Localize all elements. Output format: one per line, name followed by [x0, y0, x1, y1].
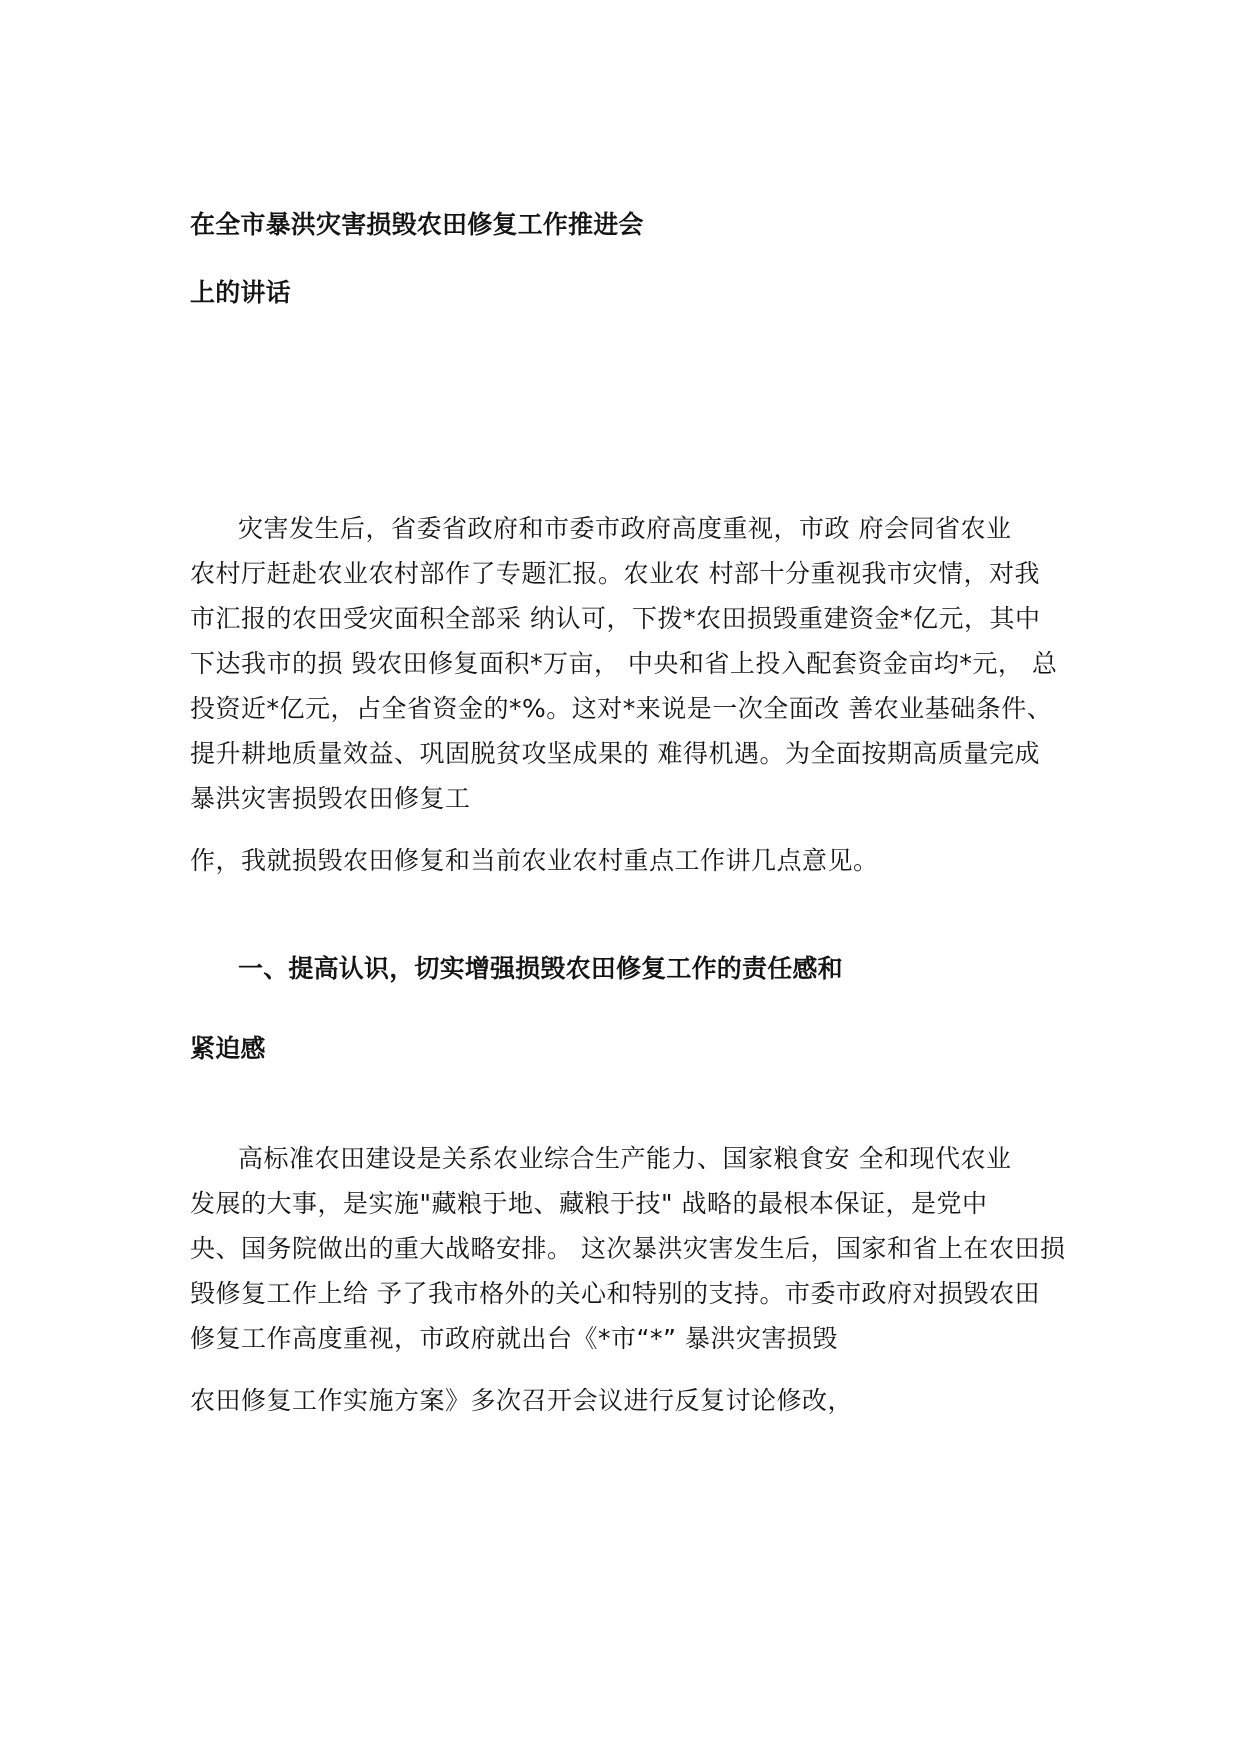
paragraph-1-line-6: 提升耕地质量效益、巩固脱贫攻坚成果的 难得机遇。为全面按期高质量完成: [190, 739, 1040, 768]
paragraph-1-line-1: 灾害发生后，省委省政府和市委市政府高度重视，市政 府会同省农业: [238, 514, 1012, 543]
paragraph-1-line-2: 农村厅赶赴农业农村部作了专题汇报。农业农 村部十分重视我市灾情，对我: [190, 559, 1040, 588]
paragraph-2-line-2: 发展的大事，是实施"藏粮于地、藏粮于技" 战略的最根本保证，是党中: [190, 1189, 988, 1218]
paragraph-1-continued: 作，我就损毁农田修复和当前农业农村重点工作讲几点意见。: [190, 846, 879, 875]
title-line-1: 在全市暴洪灾害损毁农田修复工作推进会: [190, 210, 644, 239]
paragraph-2-line-4: 毁修复工作上给 予了我市格外的关心和特别的支持。市委市政府对损毁农田: [190, 1279, 1040, 1308]
paragraph-2-line-1: 高标准农田建设是关系农业综合生产能力、国家粮食安 全和现代农业: [238, 1144, 1012, 1173]
paragraph-1-line-7: 暴洪灾害损毁农田修复工: [190, 784, 471, 813]
paragraph-2-continued: 农田修复工作实施方案》多次召开会议进行反复讨论修改，: [190, 1386, 854, 1415]
section-1-heading-line-2: 紧迫感: [190, 1034, 266, 1063]
paragraph-1-line-4: 下达我市的损 毁农田修复面积*万亩， 中央和省上投入配套资金亩均*元， 总: [190, 649, 1058, 678]
section-1-heading-line-1: 一、提高认识，切实增强损毁农田修复工作的责任感和: [238, 954, 843, 983]
paragraph-2-line-3: 央、国务院做出的重大战略安排。 这次暴洪灾害发生后，国家和省上在农田损: [190, 1234, 1066, 1263]
paragraph-1-line-5: 投资近*亿元，占全省资金的*%。这对*来说是一次全面改 善农业基础条件、: [190, 694, 1053, 723]
title-line-2: 上的讲话: [190, 278, 291, 307]
paragraph-2-line-5: 修复工作高度重视，市政府就出台《*市“*” 暴洪灾害损毁: [190, 1324, 838, 1353]
paragraph-1-line-3: 市汇报的农田受灾面积全部采 纳认可，下拨*农田损毁重建资金*亿元，其中: [190, 604, 1041, 633]
